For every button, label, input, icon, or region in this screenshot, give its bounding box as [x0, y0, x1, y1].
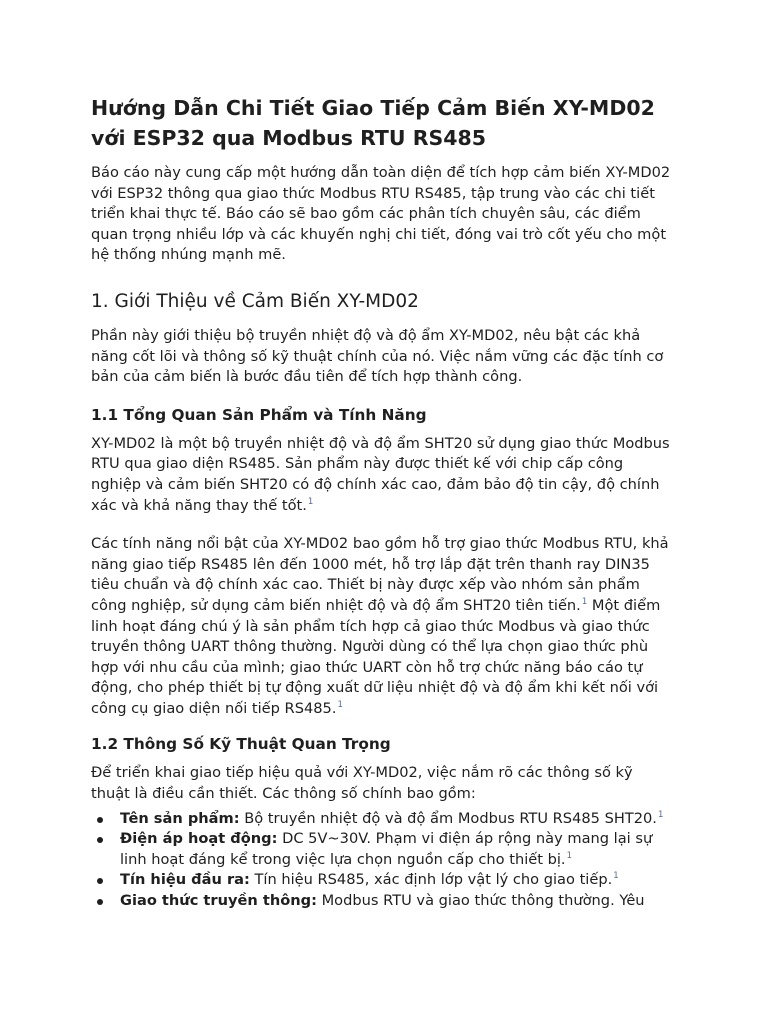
bullet-icon	[97, 817, 103, 823]
subsection-1-2-heading: 1.2 Thông Số Kỹ Thuật Quan Trọng	[91, 735, 391, 754]
footnote-ref[interactable]: 1	[657, 809, 664, 820]
subsection-1-1-heading: 1.1 Tổng Quan Sản Phẩm và Tính Năng	[91, 405, 427, 424]
intro-paragraph: Báo cáo này cung cấp một hướng dẫn toàn diện để tích hợp cảm biến XY-MD02 với ESP32 thông qua giao thức Modbus RTU RS485, tập trung vào các chi tiết triển khai thực tế. Báo cáo sẽ bao gồm các phân tích chuyên sâu, các điểm quan trọng nhiều lớp và các khuyến nghị chi tiết, đóng vai trò cốt yếu cho một hệ thống nhúng mạnh mẽ.	[91, 164, 671, 264]
subsection-1-1-paragraph-1: XY-MD02 là một bộ truyền nhiệt độ và độ ẩm SHT20 sử dụng giao thức Modbus RTU qua giao diện RS485. Sản phẩm này được thiết kế với chip cấp công nghiệp và cảm biến SHT20 có độ chính xác cao, đảm bảo độ tin cậy, độ chính xác và khả năng thay thế tốt.$^1$	[91, 434, 670, 514]
list-item	[120, 891, 676, 912]
bullet-icon	[97, 878, 103, 884]
footnote-ref[interactable]: 1	[613, 871, 619, 882]
bullet-icon	[97, 837, 103, 843]
spec-list	[91, 809, 676, 912]
list-item-label: Tên sản phẩm:	[120, 809, 240, 827]
list-item-label: Tín hiệu đầu ra:	[120, 871, 250, 889]
list-item	[120, 809, 676, 830]
subsection-1-1-paragraph-2: Các tính năng nổi bật của XY-MD02 bao gồm hỗ trợ giao thức Modbus RTU, khả năng giao tiếp RS485 lên đến 1000 mét, hỗ trợ lắp đặt trên thanh ray DIN35 tiêu chuẩn và độ chính xác cao. Thiết bị này được xếp vào nhóm sản phẩm công nghiệp, sử dụng cảm biến nhiệt độ và độ ẩm SHT20 tiên tiến.$^1$ Một điểm linh hoạt đáng chú ý là sản phẩm tích hợp cả giao thức Modbus và giao thức truyền thông UART thông thường. Người dùng có thể lựa chọn giao thức phù hợp với nhu cầu của mình; giao thức UART còn hỗ trợ chức năng báo cáo tự động, cho phép thiết bị tự động xuất dữ liệu nhiệt độ và độ ẩm khi kết nối với công cụ giao diện nối tiếp RS485.$^1$	[91, 535, 669, 717]
section-1-heading: 1. Giới Thiệu về Cảm Biến XY-MD02	[91, 290, 419, 312]
list-item	[120, 870, 676, 891]
footnote-ref[interactable]: 1	[337, 699, 343, 710]
bullet-icon	[97, 899, 103, 905]
list-item-text: Modbus RTU và giao thức thông thường. Yêu	[321, 892, 645, 910]
footnote-ref[interactable]: 1	[581, 596, 588, 607]
list-item-text: DC 5V~30V. Phạm vi điện áp rộng này mang lại sự linh hoạt đáng kể trong việc lựa chọn nguồn cấp cho thiết bị.	[120, 830, 653, 868]
footnote-ref[interactable]: 1	[307, 496, 314, 507]
list-item-text: Tín hiệu RS485, xác định lớp vật lý cho giao tiếp.	[254, 871, 613, 889]
list-item-text: Bộ truyền nhiệt độ và độ ẩm Modbus RTU RS485 SHT20.	[244, 809, 657, 827]
list-item-label: Giao thức truyền thông:	[120, 892, 317, 910]
page-title: Hướng Dẫn Chi Tiết Giao Tiếp Cảm Biến XY-MD02 với ESP32 qua Modbus RTU RS485	[91, 96, 655, 150]
footnote-ref[interactable]: 1	[566, 850, 572, 861]
list-item	[120, 829, 676, 870]
subsection-1-2-intro: Để triển khai giao tiếp hiệu quả với XY-MD02, việc nắm rõ các thông số kỹ thuật là điều cần thiết. Các thông số chính bao gồm:	[91, 764, 633, 803]
section-1-intro: Phần này giới thiệu bộ truyền nhiệt độ và độ ẩm XY-MD02, nêu bật các khả năng cốt lõi và thông số kỹ thuật chính của nó. Việc nắm vững các đặc tính cơ bản của cảm biến là bước đầu tiên để tích hợp thành công.	[91, 326, 664, 386]
list-item-label: Điện áp hoạt động:	[120, 830, 278, 848]
